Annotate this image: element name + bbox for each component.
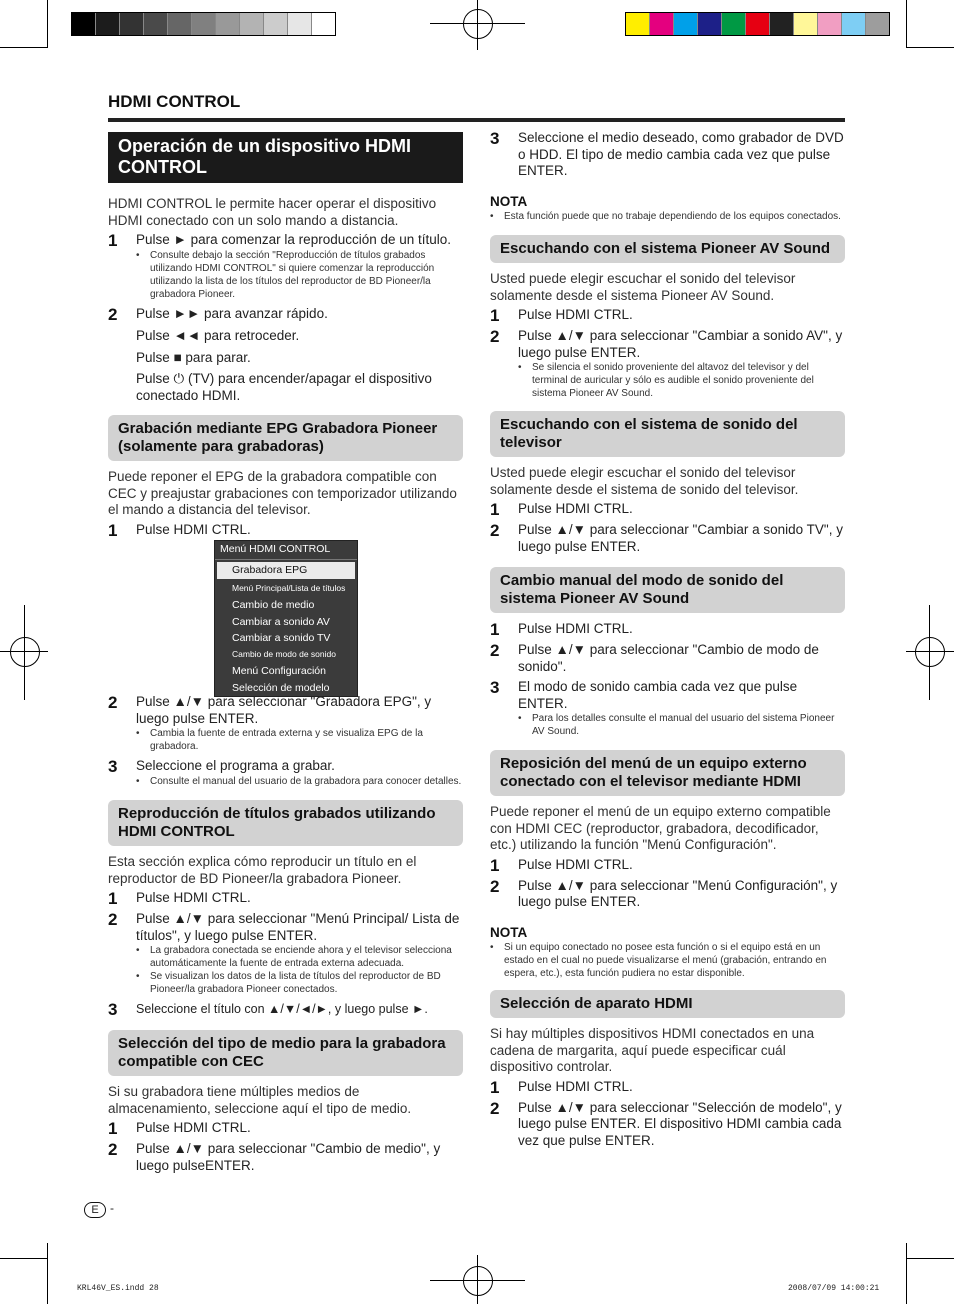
color-swatch — [794, 13, 818, 35]
page-dash: - — [110, 1201, 114, 1215]
color-swatch — [842, 13, 866, 35]
nota-item: • Si un equipo conectado no posee esta función o si el equipo está en un estado en el cual no puede visualizarse el menú (grabación, entrando en espera, etc.), esta función pudiera no estar disponible. — [490, 942, 827, 979]
nota-item: • Esta función puede que no trabaje dependiendo de los equipos conectados. — [490, 211, 841, 222]
playback-heading: Reproducción de títulos grabados utilizando HDMI CONTROL — [108, 800, 463, 846]
mode-step-2: 2 Pulse ▲/▼ para seleccionar "Cambio de modo de sonido". — [490, 641, 819, 674]
color-swatch — [120, 13, 144, 35]
select-step-2: 2 Pulse ▲/▼ para seleccionar "Selección de modelo", y luego pulse ENTER. El dispositivo HDMI cambia cada vez que pulse ENTER. — [490, 1098, 842, 1148]
playback-step-2: 2 Pulse ▲/▼ para seleccionar "Menú Principal/ Lista de títulos", y luego pulse ENTER. — [108, 910, 460, 943]
color-swatch — [168, 13, 192, 35]
menu-item[interactable]: Cambiar a sonido AV — [232, 615, 330, 628]
color-swatch — [72, 13, 96, 35]
step-1-note: • Consulte debajo la sección "Reproducción de títulos grabados utilizando HDMI CONTROL" si quiere comenzar la reproducción utilizando la lista de los títulos del reproductor de BD Pioneer/la grabadora Pioneer. — [136, 250, 435, 300]
epg-step-3-note: • Consulte el manual del usuario de la grabadora para conocer detalles. — [136, 776, 462, 787]
media-step-2: 2 Pulse ▲/▼ para seleccionar "Cambio de medio", y luego pulseENTER. — [108, 1140, 441, 1173]
epg-step-2: 2 Pulse ▲/▼ para seleccionar "Grabadora EPG", y luego pulse ENTER. — [108, 693, 432, 726]
playback-step-1: 1 Pulse HDMI CTRL. — [108, 889, 251, 908]
reset-intro: Puede reponer el menú de un equipo externo compatible con HDMI CEC (reproductor, grabadora, decodificador, etc.) utilizando la función "Menú Configuración". — [490, 804, 831, 852]
select-heading: Selección de aparato HDMI — [490, 990, 845, 1018]
playback-note-2: • Se visualizan los datos de la lista de títulos del reproductor de BD Pioneer/la grabadora Pioneer conectados. — [136, 971, 441, 995]
color-swatch — [626, 13, 650, 35]
right-column — [490, 130, 845, 1149]
tv-step-2: 2 Pulse ▲/▼ para seleccionar "Cambiar a sonido TV", y luego pulse ENTER. — [490, 521, 843, 554]
epg-heading: Grabación mediante EPG Grabadora Pioneer (solamente para grabadoras) — [108, 415, 463, 461]
color-swatch — [674, 13, 698, 35]
step-2-rewind: Pulse ◄◄ para retroceder. — [136, 328, 300, 343]
av-step-1: 1 Pulse HDMI CTRL. — [490, 306, 633, 325]
menu-item[interactable]: Cambio de modo de sonido — [232, 648, 336, 659]
media-step-3: 3 Seleccione el medio deseado, como grabador de DVD o HDD. El tipo de medio cambia cada vez que pulse ENTER. — [490, 129, 844, 178]
epg-step-2-note: • Cambia la fuente de entrada externa y se visualiza EPG de la grabadora. — [136, 728, 423, 752]
reset-heading: Reposición del menú de un equipo externo conectado con el televisor mediante HDMI — [490, 750, 845, 796]
mode-step-3: 3 El modo de sonido cambia cada vez que pulse ENTER. — [490, 678, 798, 711]
color-swatch — [746, 13, 770, 35]
playback-intro: Esta sección explica cómo reproducir un título en el reproductor de BD Pioneer/la grabadora Pioneer. — [108, 854, 417, 886]
mode-step-1: 1 Pulse HDMI CTRL. — [490, 620, 633, 639]
playback-step-3: 3 Seleccione el título con ▲/▼/◄/►, y luego pulse ►. — [108, 1000, 428, 1019]
av-heading: Escuchando con el sistema Pioneer AV Sound — [490, 235, 845, 263]
color-swatch — [698, 13, 722, 35]
av-intro: Usted puede elegir escuchar el sonido del televisor solamente desde el sistema Pioneer AV Sound. — [490, 271, 796, 303]
color-swatch — [216, 13, 240, 35]
color-swatch — [192, 13, 216, 35]
select-step-1: 1 Pulse HDMI CTRL. — [490, 1077, 633, 1097]
menu-item[interactable]: Cambiar a sonido TV — [232, 632, 331, 644]
mode-note: • Para los detalles consulte el manual del usuario del sistema Pioneer AV Sound. — [518, 713, 835, 737]
av-note: • Se silencia el sonido proveniente del altavoz del televisor y del terminal de auricular y sólo es audible el sonido proveniente del sistema Pioneer AV Sound. — [518, 362, 814, 399]
menu-item[interactable]: Cambio de medio — [232, 599, 315, 611]
mode-heading: Cambio manual del modo de sonido del sistema Pioneer AV Sound — [490, 567, 845, 613]
menu-item[interactable]: Grabadora EPG — [217, 562, 355, 579]
media-intro: Si su grabadora tiene múltiples medios de almacenamiento, seleccione aquí el tipo de medio. — [108, 1084, 412, 1116]
color-swatch — [650, 13, 674, 35]
section-rule — [108, 118, 845, 122]
menu-item[interactable]: Selección de modelo — [232, 681, 330, 694]
left-column-lower — [108, 694, 463, 1174]
media-heading: Selección del tipo de medio para la grabadora compatible con CEC — [108, 1030, 463, 1076]
menu-item[interactable]: Menú Principal/Lista de títulos — [232, 582, 346, 593]
epg-intro: Puede reponer el EPG de la grabadora compatible con CEC y preajustar grabaciones con temporizador utilizando el mando a distancia del televisor. — [108, 469, 457, 517]
color-swatch — [866, 13, 889, 35]
tv-heading: Escuchando con el sistema de sonido del televisor — [490, 411, 845, 457]
epg-step-1: 1 Pulse HDMI CTRL. — [108, 520, 251, 540]
footer-timestamp: 2008/07/09 14:00:21 — [788, 1284, 880, 1293]
color-swatch — [144, 13, 168, 35]
section-title: HDMI CONTROL — [108, 92, 241, 111]
select-intro: Si hay múltiples dispositivos HDMI conectados en una cadena de margarita, aquí puede especificar cuál dispositivo controlar. — [490, 1026, 815, 1074]
color-swatch — [264, 13, 288, 35]
color-swatch — [240, 13, 264, 35]
media-step-1: 1 Pulse HDMI CTRL. — [108, 1119, 251, 1138]
step-2-power: Pulse ⏻ (TV) para encender/apagar el dispositivo conectado HDMI. — [136, 371, 432, 403]
left-column — [108, 132, 463, 539]
color-swatch — [312, 13, 335, 35]
reset-step-1: 1 Pulse HDMI CTRL. — [490, 855, 633, 875]
color-swatch — [96, 13, 120, 35]
nota-title: NOTA — [490, 924, 528, 940]
color-swatch — [722, 13, 746, 35]
nota-title: NOTA — [490, 193, 528, 209]
step-2: 2 Pulse ►► para avanzar rápido. — [108, 305, 328, 324]
color-bar — [625, 12, 890, 36]
playback-note-1: • La grabadora conectada se enciende ahora y el televisor selecciona automáticamente la fuente de entrada externa adecuada. — [136, 945, 452, 969]
hdmi-control-menu — [214, 540, 358, 697]
color-swatch — [770, 13, 794, 35]
av-step-2: 2 Pulse ▲/▼ para seleccionar "Cambiar a sonido AV", y luego pulse ENTER. — [490, 327, 843, 360]
color-swatch — [818, 13, 842, 35]
reset-step-2: 2 Pulse ▲/▼ para seleccionar "Menú Configuración", y luego pulse ENTER. — [490, 876, 838, 909]
menu-item[interactable]: Menú Configuración — [232, 665, 326, 677]
color-swatch — [288, 13, 312, 35]
grayscale-bar — [71, 12, 336, 36]
tv-step-1: 1 Pulse HDMI CTRL. — [490, 500, 633, 519]
footer-file: KRL46V_ES.indd 28 — [77, 1284, 159, 1293]
tv-intro: Usted puede elegir escuchar el sonido del televisor solamente desde el sistema de sonido del televisor. — [490, 465, 799, 497]
page-badge: E — [84, 1202, 106, 1218]
epg-step-3: 3 Seleccione el programa a grabar. — [108, 757, 335, 776]
main-heading: Operación de un dispositivo HDMI CONTROL — [108, 132, 463, 183]
step-1: 1 Pulse ► para comenzar la reproducción de un título. — [108, 231, 452, 250]
menu-title: Menú HDMI CONTROL — [215, 541, 357, 560]
intro-text: HDMI CONTROL le permite hacer operar el dispositivo HDMI conectado con un solo mando a distancia. — [108, 196, 437, 228]
step-2-stop: Pulse ■ para parar. — [136, 349, 251, 365]
